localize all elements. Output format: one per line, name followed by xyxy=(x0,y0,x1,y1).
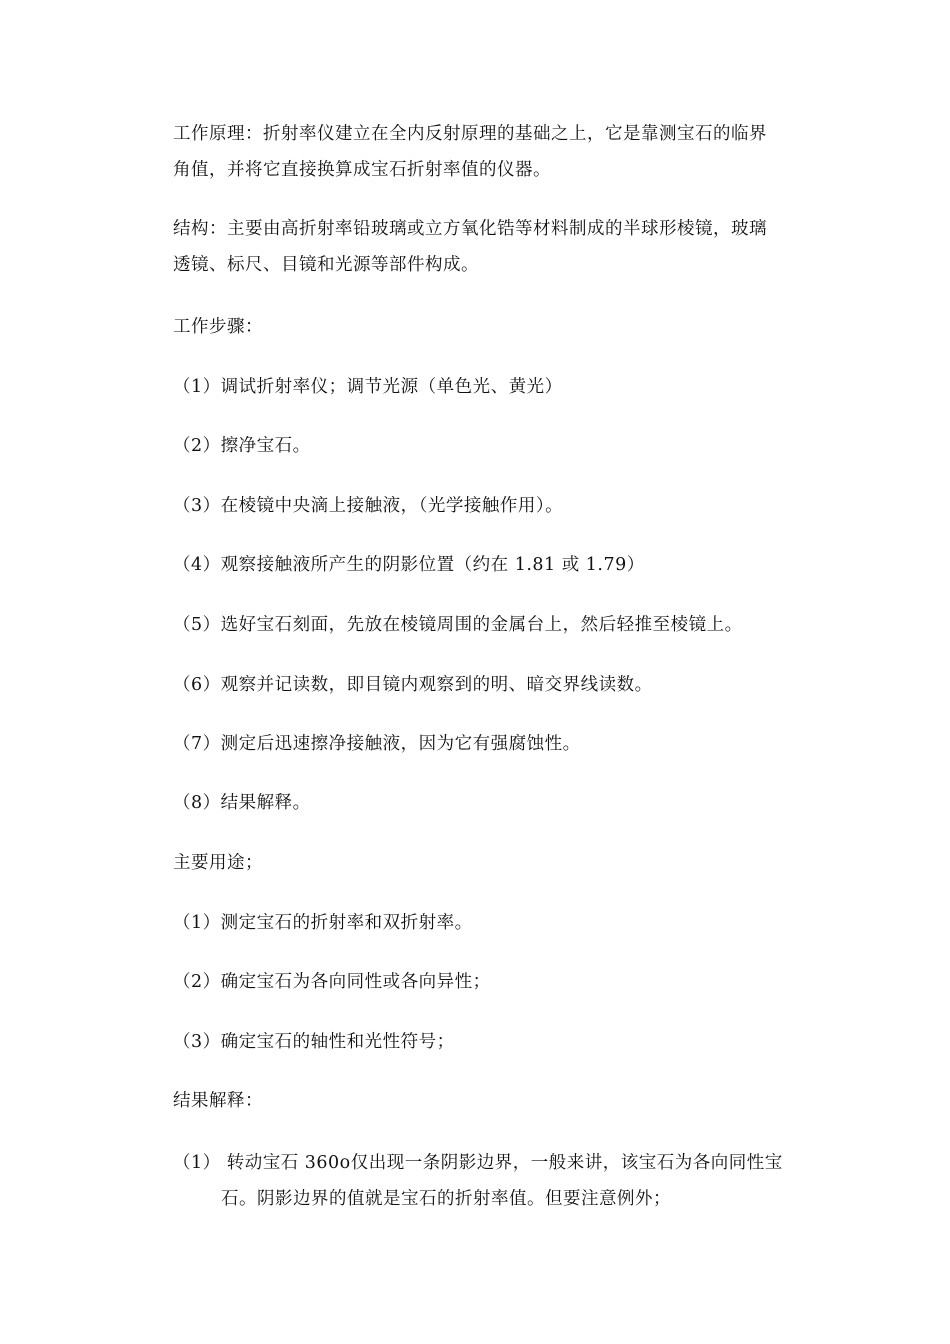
use-item-2: （2）确定宝石为各向同性或各向异性； xyxy=(173,972,491,992)
principle-paragraph-line-1: 工作原理：折射率仪建立在全内反射原理的基础之上，它是靠测宝石的临界 xyxy=(173,124,767,144)
result-item-1-line-2: 石。阴影边界的值就是宝石的折射率值。但要注意例外； xyxy=(221,1189,671,1209)
use-item-1: （1）测定宝石的折射率和双折射率。 xyxy=(173,913,473,933)
step-item-4: （4）观察接触液所产生的阴影位置（约在 1.81 或 1.79） xyxy=(173,555,645,575)
step-item-2: （2）擦净宝石。 xyxy=(173,436,311,456)
structure-paragraph-line-2: 透镜、标尺、目镜和光源等部件构成。 xyxy=(173,255,479,275)
step-item-5: （5）选好宝石刻面，先放在棱镜周围的金属台上，然后轻推至棱镜上。 xyxy=(173,615,743,635)
principle-paragraph-line-2: 角值，并将它直接换算成宝石折射率值的仪器。 xyxy=(173,160,551,180)
step-item-6: （6）观察并记读数，即目镜内观察到的明、暗交界线读数。 xyxy=(173,675,653,695)
step-item-3: （3）在棱镜中央滴上接触液，（光学接触作用）。 xyxy=(173,496,564,516)
steps-heading: 工作步骤： xyxy=(173,317,263,337)
step-item-1: （1）调试折射率仪；调节光源（单色光、黄光） xyxy=(173,377,563,397)
use-item-3: （3）确定宝石的轴性和光性符号； xyxy=(173,1032,455,1052)
structure-paragraph-line-1: 结构：主要由高折射率铅玻璃或立方氧化锆等材料制成的半球形棱镜，玻璃 xyxy=(173,219,767,239)
step-item-8: （8）结果解释。 xyxy=(173,793,311,813)
results-heading: 结果解释： xyxy=(173,1091,263,1111)
step-item-7: （7）测定后迅速擦净接触液，因为它有强腐蚀性。 xyxy=(173,734,581,754)
uses-heading: 主要用途； xyxy=(173,853,263,873)
result-item-1-line-1: （1） 转动宝石 360o仅出现一条阴影边界，一般来讲，该宝石为各向同性宝 xyxy=(173,1153,783,1173)
